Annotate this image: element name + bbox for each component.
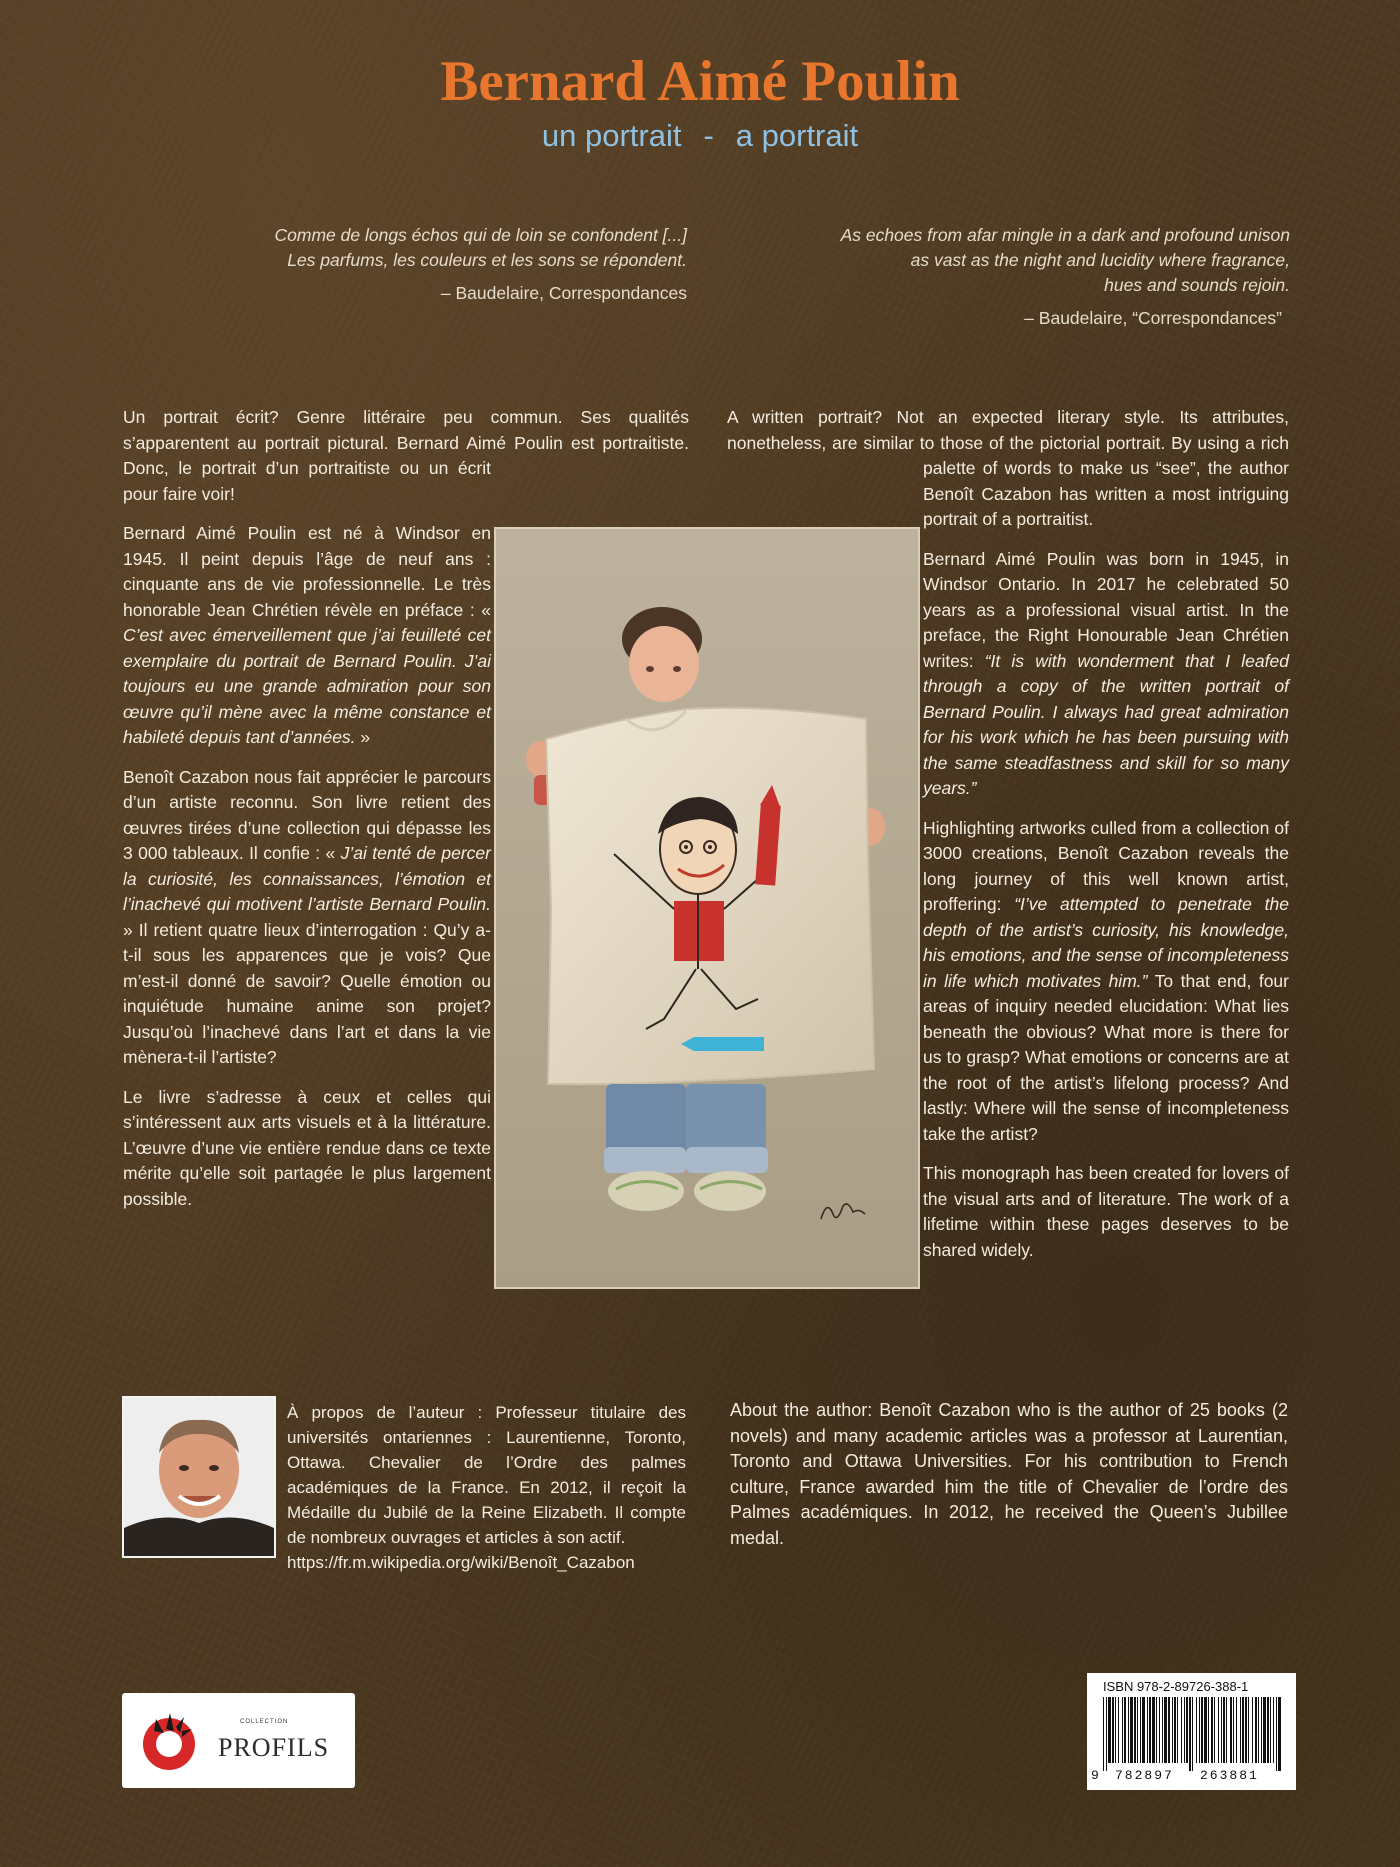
about-author-fr-text: À propos de l’auteur : Professeur titulaire des universités ontariennes : Laurentienne, Toronto, Ottawa. Chevalier de l’Ordre des palmes académiques de la France. En 2012, il reçoit la Médaille du Jubilé de la Reine Elizabeth. Il compte de nombreux ouvrages et articles à son actif. [287,1403,686,1547]
barcode-bar [1162,1697,1163,1763]
barcode-bar [1128,1697,1129,1763]
barcode-bar [1273,1697,1274,1763]
body-en-p4: This monograph has been created for lovers of the visual arts and of literature. The work of a lifetime within these pages deserves to be shared widely. [923,1163,1289,1260]
barcode-bar [1236,1697,1237,1763]
barcode-bar [1223,1697,1225,1763]
barcode-bar [1149,1697,1151,1763]
barcode-bar [1147,1697,1148,1763]
barcode-bar [1164,1697,1167,1763]
barcode-bar [1140,1697,1141,1763]
body-fr-p2: Bernard Aimé Poulin est né à Windsor en 1945. Il peint depuis l’âge de neuf ans : cinquante ans de vie professionnelle. Le très honorable Jean Chrétien révèle en préface : « C’est avec émerveillement que j’ai feuilleté cet exemplaire du portrait de Bernard Poulin. J’ai toujours eu une grande admiration pour son œuvre qu’il mène avec la même constance et habileté depuis tant d’années. » [123,523,491,747]
barcode-bar [1276,1697,1277,1771]
barcode-bar [1233,1697,1234,1763]
barcode-bar [1130,1697,1133,1763]
publisher-logo-mark-icon [136,1709,202,1775]
isbn-digit-group1: 782897 [1115,1768,1174,1783]
about-author-en: About the author: Benoît Cazabon who is the author of 25 books (2 novels) and many academic articles was a professor at Laurentian, Toronto and Ottawa Universities. For his contribution to French culture, France awarded him the title of Chevalier de l’ordre des Palmes académiques. In 2012, he received the Queen’s Jubillee medal. [730,1400,1288,1548]
barcode-bar [1221,1697,1222,1763]
barcode-bar [1112,1697,1114,1763]
publisher-collection-label: COLLECTION [240,1719,289,1725]
barcode-bar [1204,1697,1207,1763]
epigraph-en [720,223,1290,331]
barcode-bar [1124,1697,1126,1763]
epigraph-fr-line1: Comme de longs échos qui de loin se confondent [...] [274,225,687,245]
barcode-bar [1270,1697,1271,1763]
barcode-bar [1261,1697,1262,1763]
publisher-name: PROFILS [218,1733,330,1762]
barcode-bar [1172,1697,1173,1763]
cover-painting [494,527,920,1289]
barcode-bar [1208,1697,1209,1763]
barcode-bar [1186,1697,1188,1763]
barcode-bar [1184,1697,1185,1763]
barcode-bar [1174,1697,1176,1763]
barcode-bar [1263,1697,1266,1763]
barcode-bar [1152,1697,1155,1763]
epigraph-fr [150,223,687,306]
barcode-bar [1134,1697,1136,1763]
author-portrait-image [124,1398,274,1556]
subtitle-en: a portrait [735,118,859,153]
isbn-label: ISBN 978-2-89726-388-1 [1103,1679,1249,1694]
barcode-bar [1245,1697,1247,1763]
barcode-bar [1267,1697,1269,1763]
barcode-bar [1255,1697,1257,1763]
isbn-digit-first: 9 [1091,1768,1099,1783]
body-en-p2: Bernard Aimé Poulin was born in 1945, in Windsor Ontario. In 2017 he celebrated 50 years as a professional visual artist. In the preface, the Right Honourable Jean Chrétien writes: “It is with wonderment that I leafed through a copy of the written portrait of Bernard Poulin. I always had great admiration for his work which he has been pursuing with the same steadfastness and skill for so many years.” [923,548,1289,798]
barcode-bar [1118,1697,1119,1763]
epigraph-fr-line2: Les parfums, les couleurs et les sons se répondent. [287,250,687,270]
barcode-bar [1189,1697,1191,1771]
wikipedia-link[interactable]: https://fr.m.wikipedia.org/wiki/Benoît_Cazabon [287,1553,635,1572]
body-en-p3: Highlighting artworks culled from a collection of 3000 creations, Benoît Cazabon reveals the long journey of this well known artist, proffering: “I’ve attempted to penetrate the depth of the artist’s curiosity, his knowledge, his emotions, and the sense of incompleteness in life which motivates him.” To that end, four areas of inquiry needed elucidation: What lies beneath the obvious? What more is there for us to grasp? What emotions or concerns are at the root of the artist’s lifelong process? And lastly: Where will the sense of incompleteness take the artist? [923,817,1289,1144]
about-author-fr [287,1400,686,1575]
subtitle-separator: - [703,118,714,153]
barcode-bar [1248,1697,1249,1763]
body-en-p2-quote: “It is with wonderment that I leafed through a copy of the written portrait of Bernard Poulin. I always had great admiration for his work which he has been pursuing with the same steadfastness and skill for so many years.” [923,650,1289,798]
barcode-bar [1196,1697,1197,1763]
barcode-bars [1101,1697,1283,1771]
barcode-bar [1122,1697,1123,1763]
barcode-bar [1258,1697,1259,1763]
barcode-bar [1199,1697,1200,1763]
isbn-digit-group2: 263881 [1200,1768,1259,1783]
epigraph-en-line1: As echoes from afar mingle in a dark and profound unison [840,225,1290,245]
barcode-bar [1192,1697,1193,1771]
epigraph-fr-attribution: – Baudelaire, Correspondances [440,283,687,303]
barcode-bar [1214,1697,1215,1763]
epigraph-en-line3: hues and sounds rejoin. [1104,275,1290,295]
barcode-bar [1240,1697,1241,1763]
barcode-bar [1115,1697,1116,1763]
body-fr-p4: Le livre s’adresse à ceux et celles qui s’intéressent aux arts visuels et à la littérature. L’œuvre d’une vie entière rendue dans ce texte mérite qu’elle soit partagée le plus largement possible. [123,1086,491,1209]
barcode-bar [1168,1697,1170,1763]
barcode-bar [1177,1697,1178,1763]
isbn-barcode [1087,1673,1296,1790]
barcode-bar [1278,1697,1281,1771]
barcode-bar [1156,1697,1157,1763]
barcode-bar [1159,1697,1160,1763]
body-fr-p3-quote: J’ai tenté de percer la curiosité, les connaissances, l’émotion et l’inachevé qui motivent l’artiste Bernard Poulin. [123,843,491,914]
barcode-bar [1137,1697,1138,1763]
barcode-bar [1226,1697,1227,1763]
barcode-bar [1242,1697,1244,1763]
body-en-p1: A written portrait? Not an expected literary style. Its attributes, nonetheless, are similar to those of the pictorial portrait. By using a rich palette of words to make us “see”, the author Benoît Cazabon has written a most intriguing portrait of a portraitist. [727,407,1289,529]
author-photo [122,1396,276,1558]
epigraph-en-line2: as vast as the night and lucidity where fragrance, [910,250,1290,270]
barcode-bar [1108,1697,1111,1763]
barcode-bar [1252,1697,1253,1763]
subtitle-fr: un portrait [541,118,682,153]
barcode-bar [1103,1697,1104,1771]
body-en-p3-quote: “I’ve attempted to penetrate the depth of the artist’s curiosity, his knowledge, his emotions, and the sense of incompleteness in life which motivates him.” [923,894,1289,991]
child-with-drawing-illustration [496,529,918,1287]
body-fr-p3: Benoît Cazabon nous fait apprécier le parcours d’un artiste reconnu. Son livre retient des œuvres tirées d’une collection qui dépasse les 3 000 tableaux. Il confie : « J’ai tenté de percer la curiosité, les connaissances, l’émotion et l’inachevé qui motivent l’artiste Bernard Poulin. » Il retient quatre lieux d’interrogation : Qu’y a-t-il sous les apparences que je vois? Que m’est-il donné de savoir? Quelle émotion ou inquiétude humaine anime son projet? Jusqu’où l’inachevé dans l’art et dans la vie mènera-t-il l’artiste? [123,766,491,1067]
barcode-bar [1201,1697,1203,1763]
book-subtitle [0,118,1400,154]
epigraph-en-attribution: – Baudelaire, “Correspondances” [1024,308,1282,328]
barcode-bar [1211,1697,1213,1763]
barcode-bar [1106,1697,1107,1771]
publisher-logo [122,1693,355,1788]
barcode-bar [1230,1697,1232,1763]
body-fr-p2-quote: C’est avec émerveillement que j’ai feuilleté cet exemplaire du portrait de Bernard Poulin. J’ai toujours eu une grande admiration pour son œuvre qu’il mène avec la même constance et habileté depuis tant d’années. [123,625,491,747]
barcode-bar [1142,1697,1145,1763]
barcode-bar [1181,1697,1182,1763]
barcode-bar [1218,1697,1219,1763]
book-title: Bernard Aimé Poulin [440,50,960,113]
body-fr-p1: Un portrait écrit? Genre littéraire peu commun. Ses qualités s’apparentent au portrait pictural. Bernard Aimé Poulin est portraitiste. Donc, le portrait d’un portraitiste ou un écrit pour faire voir! [123,407,689,504]
